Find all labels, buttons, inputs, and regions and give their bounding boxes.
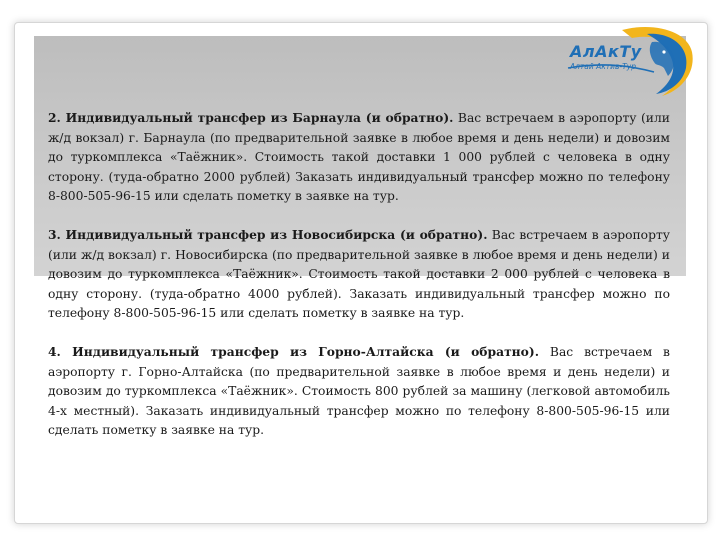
paragraph-heading: 3. Индивидуальный трансфер из Новосибирска (и обратно). (48, 226, 488, 242)
paragraph-barnaul (48, 108, 670, 207)
paragraph-body: Вас встречаем в аэропорту г. Горно-Алтайска (по предварительной заявке в любое время и день недели) и довозим до туркомплекса «Таёжник». Стоимость 800 рублей за машину (легковой автомобиль 4-х местный). Заказать индивидуальный трансфер можно по телефону 8-800-505-96-15 или сделать пометку в заявке на тур. (48, 344, 670, 438)
content (48, 108, 670, 459)
paragraph-gorno-altaysk (48, 342, 670, 441)
logo-name: АлАкТу (570, 42, 642, 61)
paragraph-body: Вас встречаем в аэропорту (или ж/д вокзал) г. Барнаула (по предварительной заявке в любое время и день недели) и довозим до туркомплекса «Таёжник». Стоимость такой доставки 1 000 рублей с человека в одну сторону. (туда-обратно 2000 рублей) Заказать индивидуальный трансфер можно по телефону 8-800-505-96-15 или сделать пометку в заявке на тур. (48, 111, 670, 204)
paragraph-heading: 4. Индивидуальный трансфер из Горно-Алтайска (и обратно). (48, 343, 539, 359)
paragraph-heading: 2. Индивидуальный трансфер из Барнаула (и обратно). (48, 110, 454, 125)
paragraph-body: Вас встречаем в аэропорту (или ж/д вокзал) г. Новосибирска (по предварительной заявке в любое время и день недели) и довозим до туркомплекса «Таёжник». Стоимость такой доставки 2 000 рублей с человека в одну сторону. (туда-обратно 4000 рублей). Заказать индивидуальный трансфер можно по телефону 8-800-505-96-15 или сделать пометку в заявке на тур. (48, 227, 670, 321)
paragraph-novosibirsk (48, 225, 670, 324)
logo-tagline: Алтай Актив-Тур (570, 62, 636, 71)
